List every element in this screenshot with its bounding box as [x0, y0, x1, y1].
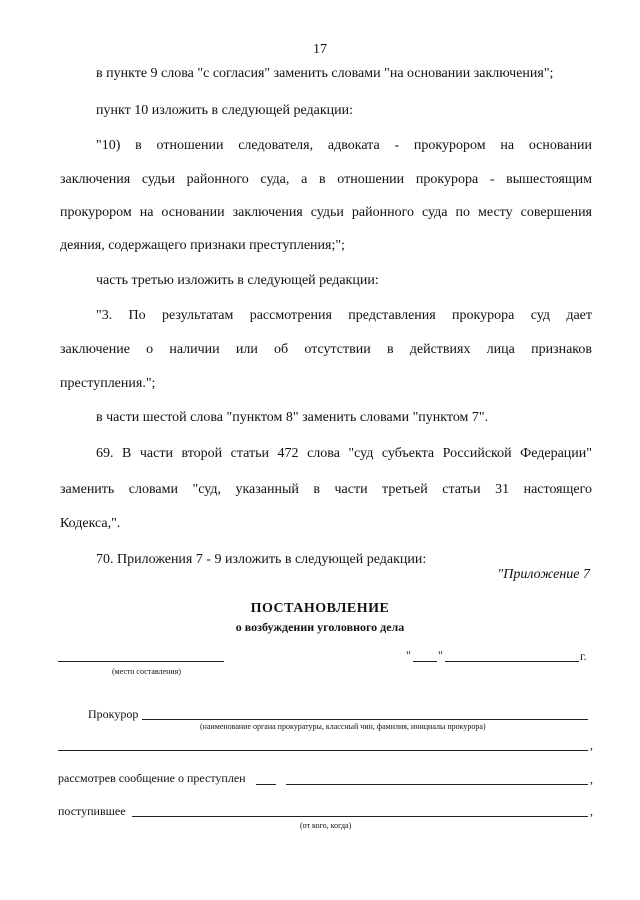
appendix-label: "Приложение 7 [497, 567, 590, 582]
page-number: 17 [313, 42, 327, 57]
received-label: поступившее [58, 804, 126, 818]
prosecutor-line-2 [58, 750, 588, 751]
form-title: ПОСТАНОВЛЕНИЕ [250, 601, 390, 616]
date-quote-open: " [406, 648, 411, 662]
paragraph-7-line-3: Кодекса,". [60, 516, 121, 531]
paragraph-8: 70. Приложения 7 - 9 изложить в следующей редакции: [96, 552, 427, 567]
paragraph-5-line-3: преступления."; [60, 376, 156, 391]
paragraph-7-line-2: заменить словами "суд, указанный в части третьей статьи 31 настоящего [60, 482, 592, 497]
paragraph-4: часть третью изложить в следующей редакции: [96, 273, 379, 288]
comma-1: , [590, 738, 593, 752]
from-caption: (от кого, когда) [300, 821, 352, 830]
paragraph-5-line-1: "3. По результатам рассмотрения представления прокурора суд дает [96, 308, 592, 323]
date-day-line [413, 661, 437, 662]
prosecutor-line [142, 719, 588, 720]
paragraph-2: пункт 10 изложить в следующей редакции: [96, 103, 353, 118]
prosecutor-label: Прокурор [88, 707, 139, 721]
paragraph-6: в части шестой слова "пунктом 8" заменить словами "пунктом 7". [96, 410, 489, 425]
considered-label: рассмотрев сообщение о преступлен [58, 771, 246, 785]
prosecutor-caption: (наименование органа прокуратуры, классный чин, фамилия, инициалы прокурора) [200, 722, 486, 731]
paragraph-5-line-2: заключение о наличии или об отсутствии в действиях лица признаков [60, 342, 592, 357]
considered-line [286, 784, 588, 785]
place-line [58, 661, 224, 662]
paragraph-3-line-1: "10) в отношении следователя, адвоката - прокурором на основании [96, 138, 592, 153]
year-suffix: г. [580, 649, 587, 663]
considered-short-line [256, 784, 276, 785]
place-caption: (место составления) [112, 667, 181, 676]
form-subtitle: о возбуждении уголовного дела [235, 620, 405, 634]
date-quote-close: " [438, 648, 443, 662]
comma-2: , [590, 772, 593, 786]
date-month-year-line [445, 661, 579, 662]
paragraph-1: в пункте 9 слова "с согласия" заменить словами "на основании заключения"; [96, 66, 554, 81]
received-line [132, 816, 588, 817]
paragraph-3-line-3: прокурором на основании заключения судьи районного суда по месту совершения [60, 205, 592, 220]
paragraph-3-line-2: заключения судьи районного суда, а в отношении прокурора - вышестоящим [60, 172, 592, 187]
comma-3: , [590, 804, 593, 818]
paragraph-7-line-1: 69. В части второй статьи 472 слова "суд субъекта Российской Федерации" [96, 446, 592, 461]
paragraph-3-line-4: деяния, содержащего признаки преступления;"; [60, 238, 345, 253]
